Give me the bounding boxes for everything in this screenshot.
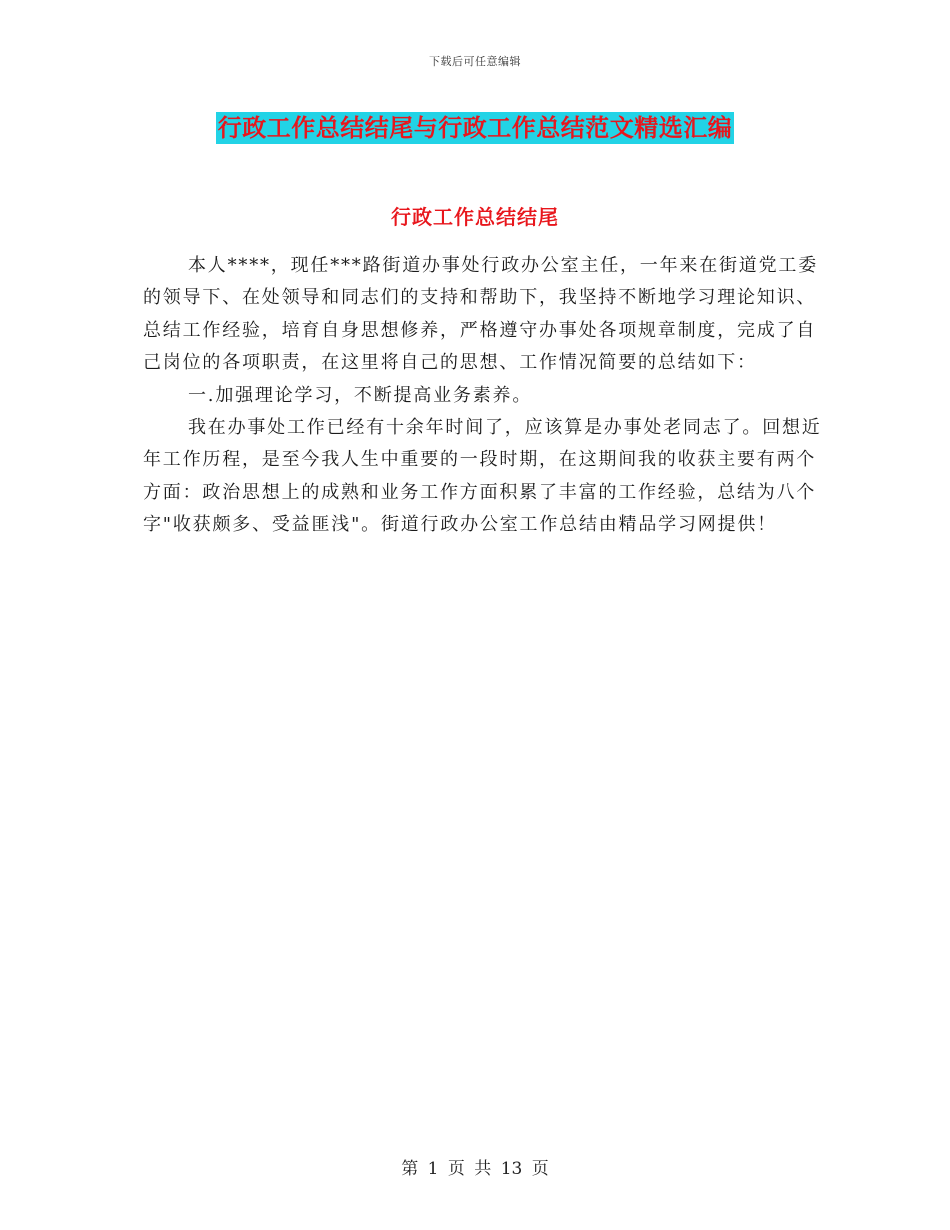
main-title-container [0,112,950,144]
page-footer: 第 1 页 共 13 页 [401,1159,549,1179]
body-paragraph: 一.加强理论学习，不断提高业务素养。 [188,384,533,406]
document-title: 行政工作总结结尾与行政工作总结范文精选汇编 [217,113,733,142]
body-paragraph: 我在办事处工作已经有十余年时间了，应该算是办事处老同志了。回想近年工作历程，是至今我人生中重要的一段时期，在这期间我的收获主要有两个方面：政治思想上的成熟和业务工作方面积累了丰富的工作经验，总结为八个字"收获颇多、受益匪浅"。街道行政办公室工作总结由精品学习网提供！ [143,417,822,536]
section-title: 行政工作总结结尾 [391,205,559,229]
document-body [143,250,823,542]
header-note: 下载后可任意编辑 [429,55,521,68]
body-paragraph: 本人****，现任***路街道办事处行政办公室主任，一年来在街道党工委的领导下、在处领导和同志们的支持和帮助下，我坚持不断地学习理论知识、总结工作经验，培育自身思想修养，严格遵守办事处各项规章制度，完成了自己岗位的各项职责，在这里将自己的思想、工作情况简要的总结如下： [143,255,818,374]
